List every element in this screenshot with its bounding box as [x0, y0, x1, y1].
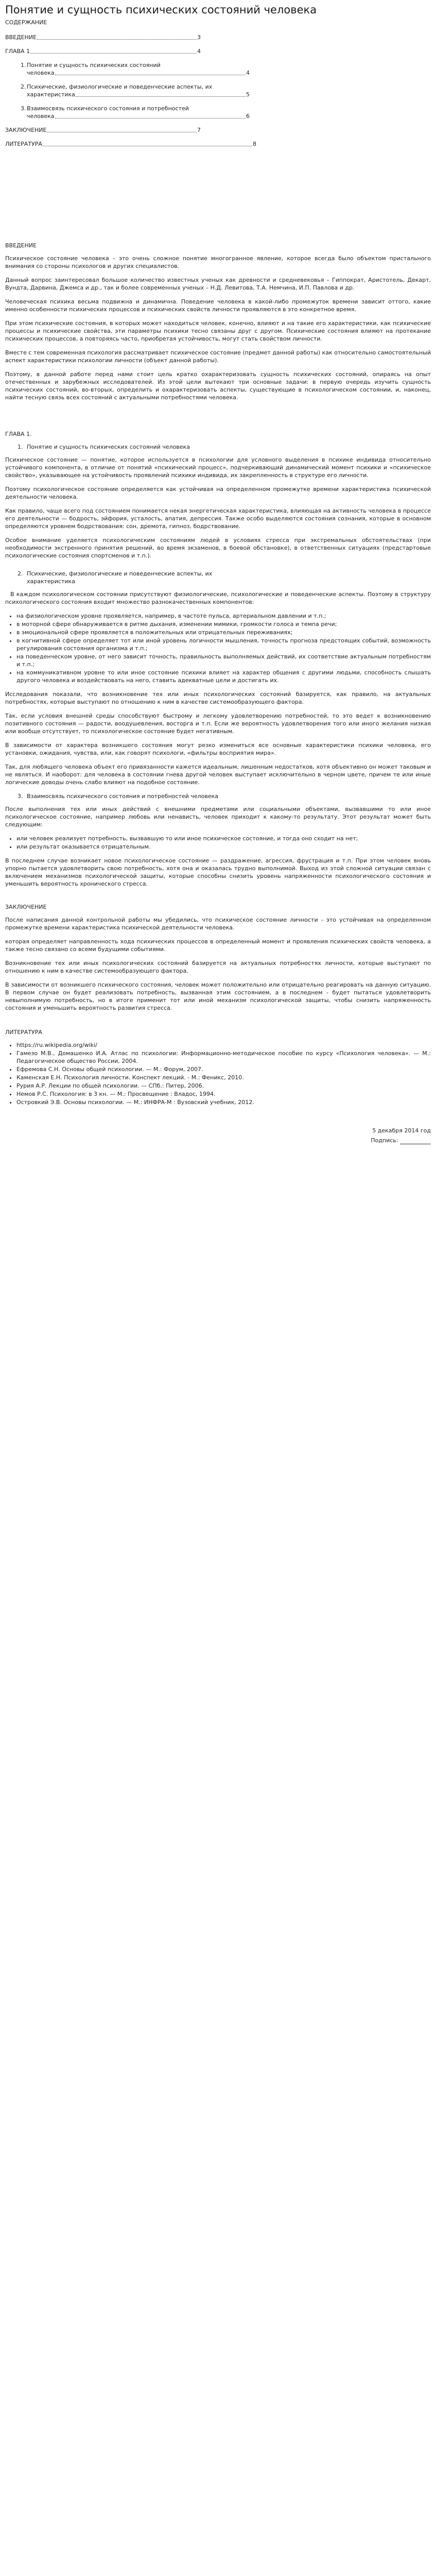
conclusion-heading: ЗАКЛЮЧЕНИЕ — [5, 904, 47, 910]
literature-item: • Немов Р.С. Психология: в 3 кн. — М.: Просвещение : Владос, 1994. — [16, 1090, 431, 1098]
list-item: • или результат оказывается отрицательным. — [16, 843, 431, 851]
subsection-title-text: Взаимосвязь психического состояния и потребностей человека — [27, 793, 219, 800]
conclusion-paragraph: Возникновение тех или иных психологических состояний базируется на актуальных потребностях личности, которые выступают по отношению к ним в качестве системообразующего фактора. — [5, 960, 431, 974]
conclusion-paragraph: После написания данной контрольной работы мы убедились, что психическое состояние личности - это устойчивая на определенном промежутке времени характеристика психической деятельности человека. — [5, 917, 431, 931]
toc-page: 5 — [246, 91, 250, 98]
toc-label: ЛИТЕРАТУРА — [5, 141, 42, 147]
toc-page: 4 — [246, 70, 250, 76]
toc-item-title: Психические, физиологические и поведенческие аспекты, их — [27, 83, 213, 90]
literature-list — [5, 1041, 431, 1106]
toc-item-number: 2. — [21, 83, 26, 90]
literature-item: • Ефремова С.Н. Основы общей психологии. — М.: Форум, 2007. — [16, 1065, 431, 1073]
toc-leader — [76, 96, 246, 97]
intro-paragraph: Данный вопрос заинтересовал большое количество известных ученых как древности и средневековья – Гиппократ, Аристотель, Декарт, Вундта, Дарвина, Джемса и др., так и более современных ученых – Н.Д. Левитова, Т.А. Немчина, И.П. Павлова и др. — [5, 277, 431, 291]
document-title: Понятие и сущность психических состояний человека — [5, 4, 317, 16]
toc-item[interactable] — [5, 83, 250, 98]
page-break-space — [5, 148, 431, 242]
footer-signature — [5, 1137, 431, 1144]
literature-item: • Гамезо М.В., Домашенко И.А. Атлас по психологии: Информационно-методическое пособие по курсу «Психология человека». — М.: Педагогическое общество России, 2004. — [16, 1049, 431, 1065]
document-page — [0, 0, 436, 1144]
chapter-paragraph: В каждом психологическом состоянии присутствуют физиологические, психологические и поведенческие аспекты. Поэтому в структуру психологического состояния входит множество разнокачественных компонентов: — [5, 591, 431, 605]
toc-item-title-cont: человека — [27, 113, 55, 120]
page-break-space — [5, 894, 431, 903]
toc-intro[interactable] — [5, 33, 201, 41]
aspects-list — [5, 612, 431, 684]
toc-label: ЗАКЛЮЧЕНИЕ — [5, 127, 47, 133]
subsection-title — [5, 570, 431, 585]
table-of-contents — [5, 33, 431, 148]
chapter1-heading: ГЛАВА 1. — [5, 431, 32, 437]
literature-section — [5, 1028, 431, 1106]
intro-paragraph: Вместе с тем современная психология рассматривает психическое состояние (предмет данной работы) как относительно самостоятельный аспект характеристики психологии личности (объект данной работы). — [5, 349, 431, 364]
list-item: • на физиологическом уровне проявляется, например, в частоте пульса, артериальном давлении и т.п.; — [16, 612, 431, 620]
toc-literature[interactable] — [5, 140, 256, 148]
list-item: • на поведенческом уровне, от него зависит точность, правильность выполняемых действий, их соответствие актуальным потребностям и т.п.; — [16, 653, 431, 668]
toc-item-title-cont: характеристика — [27, 91, 75, 98]
literature-link[interactable]: • https://ru.wikipedia.org/wiki/ — [16, 1041, 431, 1049]
list-item: • в эмоциональной сфере проявляется в положительных или отрицательных переживаниях; — [16, 629, 431, 636]
intro-paragraph: Психическое состояние человека – это очень сложное понятие многогранное явление, которое всегда было объектом пристального внимания со стороны психологов и других специалистов. — [5, 255, 431, 269]
toc-page: 7 — [197, 127, 201, 133]
contents-heading: СОДЕРЖАНИЕ — [5, 19, 47, 26]
chapter-paragraph: В зависимости от характера возникшего состояния могут резко измениться все основные характеристики психики человека, его установки, ожидания, чувства, или, как говорят психологи, «фильтры восприятия мира». — [5, 742, 431, 756]
conclusion-paragraph: В зависимости от возникшего психического состояния, человек может положительно или отрицательно реагировать на данную ситуацию. В первом случае он будет реализовать потребность, вызванная этим состоянием, а в последнем - будет пытаться удовлетворить невыполнимую потребность, но в итоге применит тот или иной механизм психологической защиты, чтобы снизить напряженность состояния и уменьшить вероятность развития стресса. — [5, 981, 431, 1011]
chapter-paragraph: В последнем случае возникает новое психологическое состояние — раздражение, агрессия, фрустрация и т.п. При этом человек вновь упорно пытается удовлетворить свою потребность, хотя она и оказалась трудно выполнимой. Выход из этой сложной ситуации связан с включением механизмов психологической защиты, которые способны снизить уровень напряженности психологического состояния и уменьшить вероятность хронического стресса. — [5, 857, 431, 887]
toc-conclusion[interactable] — [5, 126, 201, 134]
subsection-title-text: Психические, физиологические и поведенческие аспекты, их — [27, 570, 213, 577]
toc-page: 8 — [253, 141, 256, 147]
subsection-title — [5, 443, 431, 451]
toc-label: ГЛАВА 1 — [5, 48, 30, 55]
conclusion-paragraph: которая определяет направленность хода психических процессов в определенный момент и проявления психических свойств человека, а также тесно связано со всеми будущими событиями. — [5, 938, 431, 953]
chapter-paragraph: Как правило, чаще всего под состоянием понимается некая энергетическая характеристика, влияющая на активность человека в процессе его деятельности — бодрость, эйфория, усталость, апатия, депрессия. Также особо выделяются состояния сознания, которые в основном определяются уровнем бодрствования: сон, дремота, гипноз, бодрствование. — [5, 507, 431, 530]
toc-leader — [55, 74, 246, 75]
result-list — [5, 835, 431, 851]
subsection-number: 3. — [18, 793, 23, 800]
list-item: • в моторной сфере обнаруживается в ритме дыхания, изменении мимики, громкости голоса и темпа речи; — [16, 620, 431, 628]
page-break-space — [5, 1018, 431, 1028]
literature-heading: ЛИТЕРАТУРА — [5, 1029, 42, 1036]
chapter-paragraph: Так, для любящего человека объект его привязанности кажется идеальным, лишенным недостатков, хотя объективно он может таковым и не являться. И наоборот: для человека в состоянии гнева другой человек выступает исключительно в черном цвете, причем те или иные логические доводы очень слабо влияют на подобное состояние. — [5, 764, 431, 786]
toc-label: ВВЕДЕНИЕ — [5, 34, 37, 41]
chapter-paragraph: Поэтому психологическое состояние определяется как устойчивая на определенном промежутке времени характеристика психической деятельности человека. — [5, 486, 431, 500]
chapter1-section — [5, 430, 431, 888]
toc-item-number: 3. — [21, 105, 26, 112]
toc-page: 4 — [197, 48, 201, 55]
toc-item-title: Понятие и сущность психических состояний — [27, 62, 161, 69]
page-break-space — [5, 408, 431, 430]
subsection-number: 1. — [18, 444, 23, 450]
literature-item: • Островкий Э.В. Основы психологии. — М.: ИНФРА-М : Вузовский учебник, 2012. — [16, 1098, 431, 1106]
list-item: • в когнитивной сфере определяет тот или иной уровень логичности мышления, точность прогноза предстоящих событий, возможность регулирования состояния организма и т.п.; — [16, 637, 431, 652]
toc-item[interactable] — [5, 61, 250, 77]
chapter-paragraph: Так, если условия внешней среды способствуют быстрому и легкому удовлетворению потребностей, то это ведет к возникновению позитивного состояния — радости, воодушевления, восторга и т.п. Если же вероятность удовлетворения того или иного желания низкая или вообще отсутствует, то психологическое состояние будет негативным. — [5, 713, 431, 735]
toc-page: 6 — [246, 113, 250, 120]
toc-leader — [43, 145, 252, 146]
intro-paragraph: Поэтому, в данной работе перед нами стоит цель кратко охарактеризовать сущность психических состояний, опираясь на опыт отечественных и зарубежных исследователей. Из этой цели вытекают три основные задачи: в первую очередь изучить сущность психических состояний, во-вторых, определить и охарактеризовать аспекты, существующие в психологическом состоянии, и, наконец, найти тесную связь всех состояний с актуальными потребностями человека. — [5, 371, 431, 401]
list-item: • или человек реализует потребность, вызвавшую то или иное психическое состояние, и тогда оно сходит на нет; — [16, 835, 431, 842]
toc-leader — [47, 131, 197, 132]
subsection-title-text: Понятие и сущность психических состояний человека — [27, 444, 190, 450]
conclusion-section — [5, 903, 431, 1012]
list-item: • на коммуникативном уровне то или иное состояние психики влияет на характер общения с другими людьми, способность слышать другого человека и воздействовать на него, ставить адекватные цели и достигать их. — [16, 669, 431, 684]
subsection-title-text-cont: характеристика — [27, 578, 75, 585]
toc-leader — [37, 39, 197, 40]
chapter-paragraph: Особое внимание уделяется психологическим состояниям людей в условиях стресса при экстремальных обстоятельствах (при необходимости экстренного принятия решений, во время экзаменов, в боевой обстановке), в ответственных ситуациях (предстартовые психологические состояния спортсменов и т.п.). — [5, 537, 431, 559]
toc-page: 3 — [197, 34, 201, 41]
toc-item-title-cont: человека — [27, 70, 55, 76]
chapter-paragraph: Исследования показали, что возникновение тех или иных психологических состояний базируется, как правило, на актуальных потребностях, которые выступают по отношению к ним в качестве системообразующего фактора. — [5, 691, 431, 705]
toc-item-title: Взаимосвязь психического состояния и потребностей — [27, 105, 189, 112]
literature-item: • Рурия А.Р. Лекции по общей психологии. — СПб.: Питер, 2006. — [16, 1082, 431, 1090]
chapter-paragraph: Психическое состояние — понятие, которое используется в психологии для условного выделения в психике индивида относительно устойчивого компонента, в отличие от понятий «психический процесс», подчеркивающий динамический момент психики и «психическое свойство», указывающее на устойчивость проявлений психики индивида, их закрепленность в структуре его личности. — [5, 456, 431, 479]
intro-paragraph: При этом психические состояния, в которых может находиться человек, конечно, влияют и на такие его характеристики, как психические процессы и психические свойства, эти параметры психики тесно связаны друг с другом. Психические состояния влияют на протекание психических процессов, а повторяясь часто, приобретая устойчивость, могут стать свойством личности. — [5, 320, 431, 342]
signature-label: Подпись: — [371, 1137, 398, 1144]
toc-item[interactable] — [5, 105, 250, 120]
subsection-number: 2. — [18, 570, 23, 577]
intro-heading: ВВЕДЕНИЕ — [5, 242, 37, 249]
literature-item: • Каменская Е.Н. Психология личности. Конспект лекций. - М.: Феникс, 2010. — [16, 1074, 431, 1081]
toc-leader — [55, 117, 246, 118]
toc-item-number: 1. — [21, 62, 26, 69]
intro-paragraph: Человеческая психика весьма подвижна и динамична. Поведение человека в какой-либо промежуток времени зависит оттого, какие именно особенности психических процессов и психических свойств личности проявляются в это конкретное время. — [5, 298, 431, 313]
signature-line — [400, 1139, 431, 1144]
chapter-paragraph: После выполнения тех или иных действий с внешними предметами или социальными объектами, вызвавшими то или иное психологическое состояние, например любовь или ненависть, человек приходит к какому-то результату. Этот результат может быть следующим: — [5, 806, 431, 828]
footer-date: 5 декабря 2014 год — [372, 1127, 431, 1134]
toc-leader — [30, 53, 197, 54]
subsection-title — [5, 792, 431, 800]
intro-section — [5, 242, 431, 401]
toc-chapter1[interactable] — [5, 47, 201, 55]
